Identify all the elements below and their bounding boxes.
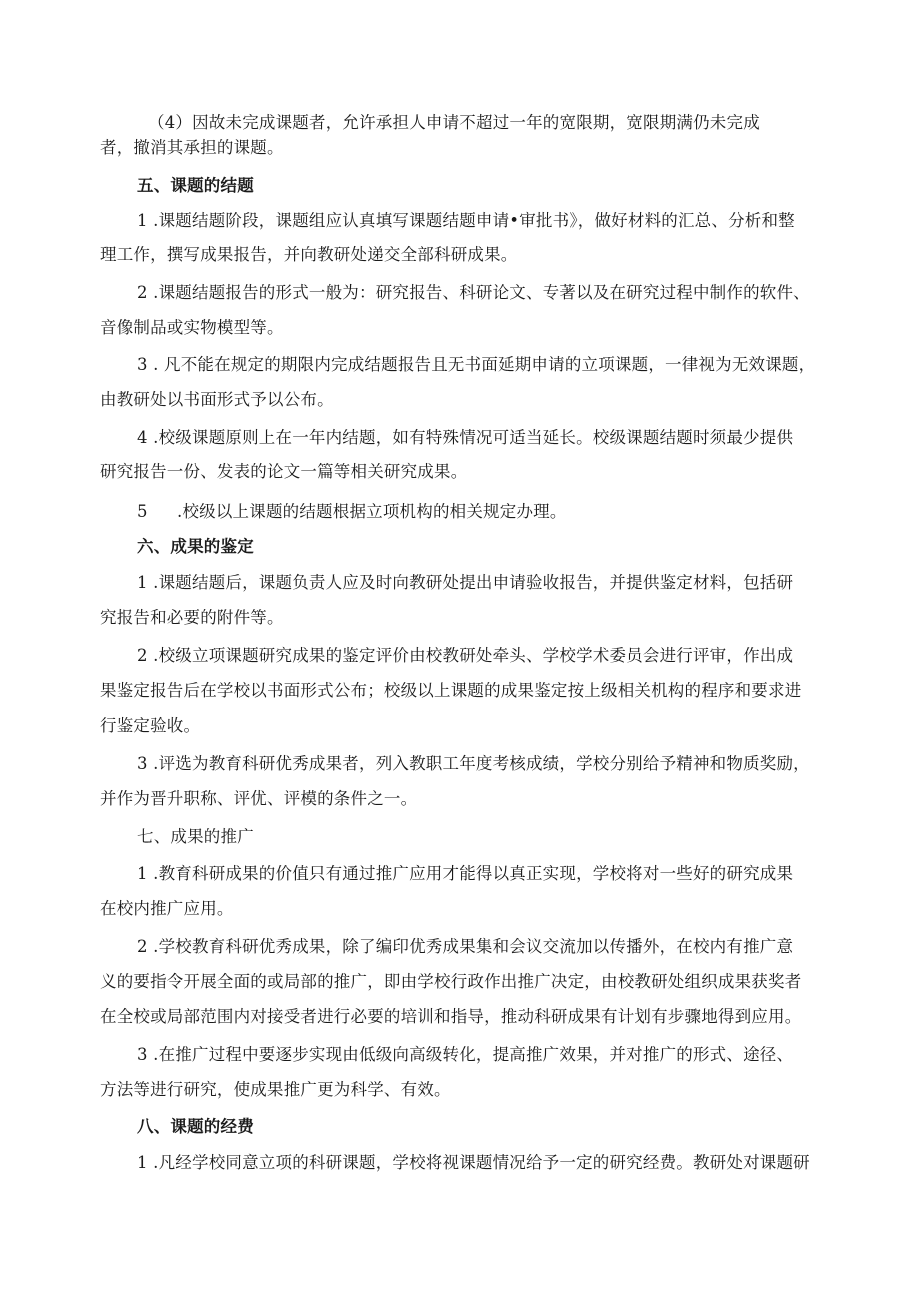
s7-p3-line-1: 3 .在推广过程中要逐步实现由低级向高级转化，提高推广效果，并对推广的形式、途径、	[137, 1045, 794, 1064]
s5-p1-line-2: 理工作，撰写成果报告，并向教研处递交全部科研成果。	[100, 245, 518, 264]
section-5-heading: 五、课题的结题	[137, 176, 254, 195]
s5-p4-line-2: 研究报告一份、发表的论文一篇等相关研究成果。	[100, 462, 468, 481]
s6-p3-line-2: 并作为晋升职称、评优、评模的条件之一。	[100, 789, 418, 808]
s6-p2-line-2: 果鉴定报告后在学校以书面形式公布；校级以上课题的成果鉴定按上级相关机构的程序和要求进	[100, 681, 802, 700]
item4-line-1: （4）因故未完成课题者，允许承担人申请不超过一年的宽限期，宽限期满仍未完成	[148, 113, 760, 132]
s5-p2-line-1: 2 .课题结题报告的形式一般为：研究报告、科研论文、专著以及在研究过程中制作的软件、	[137, 283, 810, 302]
s7-p1-line-2: 在校内推广应用。	[100, 899, 234, 918]
s7-p2-line-1: 2 .学校教育科研优秀成果，除了编印优秀成果集和会议交流加以传播外，在校内有推广意	[137, 937, 794, 956]
s6-p2-line-1: 2 .校级立项课题研究成果的鉴定评价由校教研处牵头、学校学术委员会进行评审，作出成	[137, 646, 794, 665]
s5-p4-line-1: 4 .校级课题原则上在一年内结题，如有特殊情况可适当延长。校级课题结题时须最少提供	[137, 428, 794, 447]
s5-p5-text: .校级以上课题的结题根据立项机构的相关规定办理。	[177, 502, 567, 521]
s7-p1-line-1: 1 .教育科研成果的价值只有通过推广应用才能得以真正实现，学校将对一些好的研究成果	[137, 864, 794, 883]
s6-p2-line-3: 行鉴定验收。	[100, 716, 201, 735]
s7-p2-line-3: 在全校或局部范围内对接受者进行必要的培训和指导，推动科研成果有计划有步骤地得到应用。	[100, 1007, 802, 1026]
s5-p3-line-2: 由教研处以书面形式予以公布。	[100, 390, 334, 409]
s7-p3-line-2: 方法等进行研究，使成果推广更为科学、有效。	[100, 1080, 451, 1099]
s5-p5-number: 5	[137, 502, 148, 521]
s5-p2-line-2: 音像制品或实物模型等。	[100, 318, 284, 337]
section-8-heading: 八、课题的经费	[137, 1117, 254, 1136]
section-7-heading: 七、成果的推广	[137, 827, 254, 846]
s5-p1-line-1: 1 .课题结题阶段，课题组应认真填写课题结题申请•审批书》，做好材料的汇总、分析和整	[137, 211, 795, 230]
s6-p1-line-1: 1 .课题结题后，课题负责人应及时向教研处提出申请验收报告，并提供鉴定材料，包括研	[137, 573, 794, 592]
s8-p1-line-1: 1 .凡经学校同意立项的科研课题，学校将视课题情况给予一定的研究经费。教研处对课题研	[137, 1153, 810, 1172]
s5-p3-line-1: 3 . 凡不能在规定的期限内完成结题报告且无书面延期申请的立项课题，一律视为无效课题，	[137, 355, 816, 374]
item4-line-2: 者，撤消其承担的课题。	[100, 138, 284, 157]
s6-p1-line-2: 究报告和必要的附件等。	[100, 608, 284, 627]
section-6-heading: 六、成果的鉴定	[137, 537, 254, 556]
s7-p2-line-2: 义的要指令开展全面的或局部的推广，即由学校行政作出推广决定，由校教研处组织成果获奖者	[100, 972, 802, 991]
s6-p3-line-1: 3 .评选为教育科研优秀成果者，列入教职工年度考核成绩，学校分别给予精神和物质奖励，	[137, 754, 810, 773]
